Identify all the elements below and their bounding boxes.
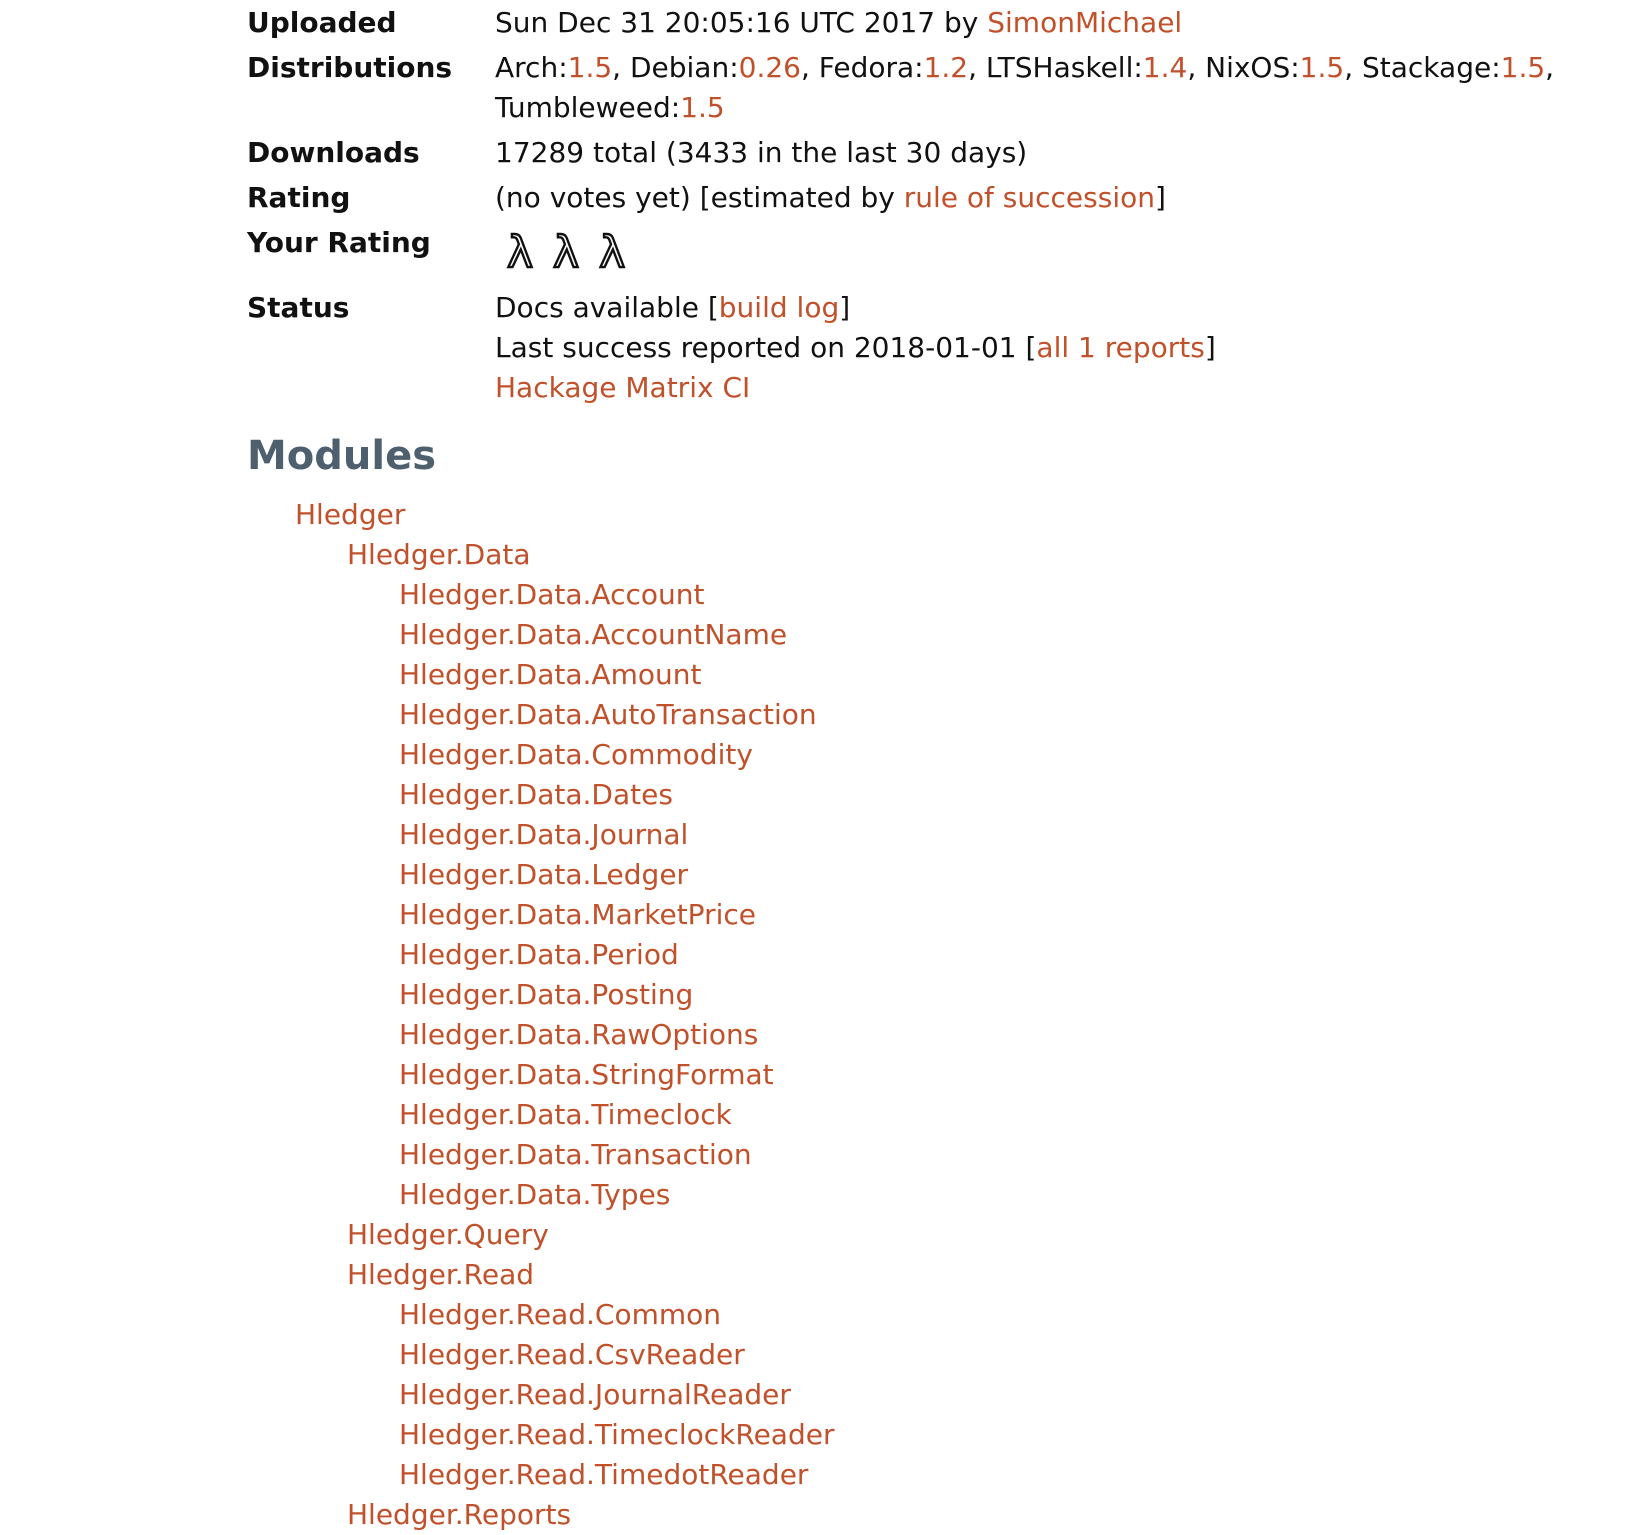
rating-lambda-icon[interactable]: λ (507, 227, 534, 278)
module-list-item (247, 815, 1639, 855)
module-link-hledger-data-period[interactable]: Hledger.Data.Period (399, 938, 679, 971)
link-1-5[interactable]: 1.5 (567, 51, 613, 84)
module-list-item (247, 1135, 1639, 1175)
info-value-line (495, 133, 1027, 173)
module-list-item (247, 535, 1639, 575)
modules-heading: Modules (247, 433, 437, 479)
info-label-status: Status (247, 291, 350, 324)
link-rule-of-succession[interactable]: rule of succession (903, 181, 1155, 214)
info-label-downloads: Downloads (247, 136, 420, 169)
module-list-item (247, 1415, 1639, 1455)
module-link-hledger-data-accountname[interactable]: Hledger.Data.AccountName (399, 618, 788, 651)
module-link-hledger-data-amount[interactable]: Hledger.Data.Amount (399, 658, 702, 691)
static-text: ] (839, 291, 851, 324)
module-list-item (247, 695, 1639, 735)
module-list-item (247, 495, 1639, 535)
info-label-rating: Rating (247, 181, 351, 214)
info-value-uploaded (495, 3, 1182, 43)
static-text: (no votes yet) [estimated by (495, 181, 904, 214)
info-value-line (495, 48, 1554, 88)
module-list-item (247, 1255, 1639, 1295)
link-1-5[interactable]: 1.5 (1500, 51, 1546, 84)
module-list-item (247, 975, 1639, 1015)
module-list-item (247, 735, 1639, 775)
module-list-item (247, 615, 1639, 655)
static-text: Last success reported on 2018-01-01 [ (495, 331, 1037, 364)
static-text: , Fedora: (800, 51, 924, 84)
module-link-hledger-query[interactable]: Hledger.Query (347, 1218, 549, 1251)
module-link-hledger-data[interactable]: Hledger.Data (347, 538, 531, 571)
info-value-line (495, 88, 1554, 128)
static-text: Sun Dec 31 20:05:16 UTC 2017 by (495, 6, 988, 39)
module-list-item (247, 1095, 1639, 1135)
info-value-line (495, 3, 1182, 43)
module-link-hledger-data-stringformat[interactable]: Hledger.Data.StringFormat (399, 1058, 774, 1091)
module-list-item (247, 1295, 1639, 1335)
module-link-hledger-read-common[interactable]: Hledger.Read.Common (399, 1298, 722, 1331)
module-link-hledger-data-journal[interactable]: Hledger.Data.Journal (399, 818, 689, 851)
link-1-5[interactable]: 1.5 (680, 91, 725, 124)
info-row-your-rating (247, 223, 1639, 283)
module-list-item (247, 575, 1639, 615)
static-text: , Debian: (612, 51, 739, 84)
module-list-item (247, 1015, 1639, 1055)
module-link-hledger-read-timedotreader[interactable]: Hledger.Read.TimedotReader (399, 1458, 809, 1491)
package-properties-table (247, 3, 1639, 408)
module-list-item (247, 1175, 1639, 1215)
module-list-item (247, 1375, 1639, 1415)
link-hackage-matrix-ci[interactable]: Hackage Matrix CI (495, 371, 751, 404)
static-text: , (1545, 51, 1555, 84)
info-value-your-rating (495, 223, 625, 283)
static-text: Docs available [ (495, 291, 719, 324)
static-text: ] (1154, 181, 1166, 214)
link-0-26[interactable]: 0.26 (738, 51, 801, 84)
link-simonmichael[interactable]: SimonMichael (987, 6, 1183, 39)
link-1-2[interactable]: 1.2 (923, 51, 969, 84)
static-text: Arch: (495, 51, 568, 84)
module-link-hledger-data-types[interactable]: Hledger.Data.Types (399, 1178, 671, 1211)
module-list-item (247, 1335, 1639, 1375)
module-list-item (247, 855, 1639, 895)
link-all-1-reports[interactable]: all 1 reports (1036, 331, 1205, 364)
module-link-hledger-read-journalreader[interactable]: Hledger.Read.JournalReader (399, 1378, 791, 1411)
modules-list (247, 495, 1639, 1535)
info-row-uploaded (247, 3, 1639, 43)
info-value-line (495, 178, 1166, 218)
module-link-hledger-read[interactable]: Hledger.Read (347, 1258, 535, 1291)
module-link-hledger-read-timeclockreader[interactable]: Hledger.Read.TimeclockReader (399, 1418, 835, 1451)
module-link-hledger[interactable]: Hledger (295, 498, 406, 531)
module-list-item (247, 1455, 1639, 1495)
info-label-uploaded: Uploaded (247, 6, 397, 39)
info-row-rating (247, 178, 1639, 218)
module-link-hledger-data-commodity[interactable]: Hledger.Data.Commodity (399, 738, 753, 771)
info-label-your-rating: Your Rating (247, 226, 431, 259)
module-link-hledger-data-autotransaction[interactable]: Hledger.Data.AutoTransaction (399, 698, 817, 731)
static-text: , NixOS: (1187, 51, 1300, 84)
info-value-status (495, 288, 1216, 408)
module-list-item (247, 1215, 1639, 1255)
info-label-distributions: Distributions (247, 51, 453, 84)
module-link-hledger-data-dates[interactable]: Hledger.Data.Dates (399, 778, 673, 811)
module-link-hledger-data-ledger[interactable]: Hledger.Data.Ledger (399, 858, 689, 891)
module-list-item (247, 775, 1639, 815)
module-link-hledger-data-timeclock[interactable]: Hledger.Data.Timeclock (399, 1098, 732, 1131)
info-value-rating (495, 178, 1166, 218)
rating-lambda-icon[interactable]: λ (553, 227, 580, 278)
module-list-item (247, 1495, 1639, 1535)
module-list-item (247, 1055, 1639, 1095)
rating-lambda-icon[interactable]: λ (599, 227, 626, 278)
module-link-hledger-data-account[interactable]: Hledger.Data.Account (399, 578, 705, 611)
module-link-hledger-read-csvreader[interactable]: Hledger.Read.CsvReader (399, 1338, 745, 1371)
info-value-line (495, 328, 1216, 368)
module-link-hledger-data-posting[interactable]: Hledger.Data.Posting (399, 978, 694, 1011)
module-list-item (247, 655, 1639, 695)
info-value-downloads (495, 133, 1027, 173)
link-1-4[interactable]: 1.4 (1142, 51, 1188, 84)
your-rating-control (495, 223, 625, 283)
info-value-distributions (495, 48, 1554, 128)
static-text: 17289 total (3433 in the last 30 days) (495, 136, 1028, 169)
link-build-log[interactable]: build log (718, 291, 840, 324)
info-row-distributions (247, 48, 1639, 128)
link-1-5[interactable]: 1.5 (1299, 51, 1345, 84)
module-list-item (247, 895, 1639, 935)
module-link-hledger-data-marketprice[interactable]: Hledger.Data.MarketPrice (399, 898, 756, 931)
static-text: , LTSHaskell: (968, 51, 1143, 84)
static-text: Tumbleweed: (495, 91, 681, 124)
info-row-downloads (247, 133, 1639, 173)
module-link-hledger-reports[interactable]: Hledger.Reports (347, 1498, 572, 1531)
module-list-item (247, 935, 1639, 975)
info-value-line (495, 288, 1216, 328)
module-link-hledger-data-rawoptions[interactable]: Hledger.Data.RawOptions (399, 1018, 759, 1051)
info-value-line (495, 368, 1216, 408)
module-link-hledger-data-transaction[interactable]: Hledger.Data.Transaction (399, 1138, 752, 1171)
static-text: ] (1204, 331, 1216, 364)
static-text: , Stackage: (1344, 51, 1501, 84)
info-row-status (247, 288, 1639, 408)
